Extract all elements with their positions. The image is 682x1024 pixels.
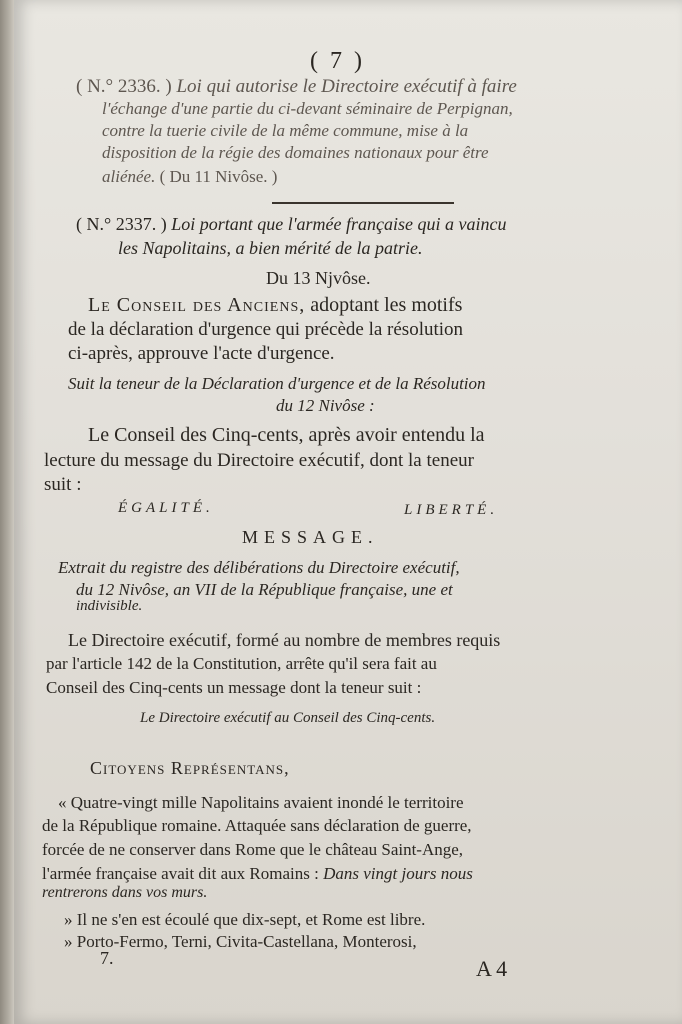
extrait-line-1: Extrait du registre des délibérations du Directoire exécutif, <box>58 558 460 577</box>
extrait-line-2: du 12 Nivôse, an VII de la République française, une et <box>76 580 453 599</box>
entry-2337-title-2: les Napolitains, a bien mérité de la patrie. <box>118 238 423 258</box>
message-heading: MESSAGE. <box>242 527 379 547</box>
directoire-line-2: par l'article 142 de la Constitution, arrête qu'il sera fait au <box>46 654 437 673</box>
entry-2337-title-1: Loi portant que l'armée française qui a vaincu <box>171 214 507 234</box>
entry-2336-line-2: l'échange d'une partie du ci-devant séminaire de Perpignan, <box>102 99 513 118</box>
body-line-5: rentrerons dans vos murs. <box>42 884 208 901</box>
cinq-cents-line-3: suit : <box>44 474 82 495</box>
body-line-4-roman: l'armée française avait dit aux Romains : <box>42 864 319 883</box>
entry-2337-number: ( N.° 2337. ) <box>76 214 167 234</box>
body-line-6: » Il ne s'en est écoulé que dix-sept, et Rome est libre. <box>64 910 426 929</box>
anciens-line-3: ci-après, approuve l'acte d'urgence. <box>68 343 335 364</box>
entry-2336-alienee: aliénée. <box>102 167 156 186</box>
body-line-7: » Porto-Fermo, Terni, Civita-Castellana, Monterosi, <box>64 932 417 951</box>
body-line-3: forcée de ne conserver dans Rome que le château Saint-Ange, <box>42 840 464 859</box>
motto-liberte: LIBERTÉ. <box>404 502 499 518</box>
document-page <box>14 0 682 1024</box>
entry-2337-line-1 <box>76 214 507 235</box>
directoire-line-3: Conseil des Cinq-cents un message dont la teneur suit : <box>46 678 422 697</box>
address-line: Le Directoire exécutif au Conseil des Cinq-cents. <box>140 710 436 726</box>
entry-2336-date: ( Du 11 Nivôse. ) <box>159 167 278 186</box>
anciens-lead: Le Conseil des Anciens, <box>88 294 306 316</box>
page-number: ( 7 ) <box>310 48 365 74</box>
cinq-cents-line-1: Le Conseil des Cinq-cents, après avoir entendu la <box>88 424 485 446</box>
entry-2336-line-1 <box>76 76 517 98</box>
anciens-line-1 <box>88 294 462 317</box>
sheet-signature: A 4 <box>476 956 508 981</box>
body-line-4-italic: Dans vingt jours nous <box>323 864 473 883</box>
entry-2336-line-5 <box>102 167 277 187</box>
entry-2336-line-3: contre la tuerie civile de la même commune, mise à la <box>102 121 469 140</box>
extrait-line-3: indivisible. <box>76 598 143 614</box>
entry-2336-title: Loi qui autorise le Directoire exécutif à faire <box>176 76 517 97</box>
entry-2336-line-4: disposition de la régie des domaines nationaux pour être <box>102 143 489 162</box>
body-line-4 <box>42 864 473 884</box>
anciens-line-2: de la déclaration d'urgence qui précède la résolution <box>68 319 464 340</box>
suit-line-1: Suit la teneur de la Déclaration d'urgence et de la Résolution <box>68 374 486 393</box>
entry-2336-number: ( N.° 2336. ) <box>76 76 172 97</box>
cinq-cents-line-2: lecture du message du Directoire exécutif, dont la teneur <box>44 450 474 471</box>
salutation: Citoyens Représentans, <box>90 758 290 778</box>
section-divider <box>272 202 454 204</box>
date-line: Du 13 Njvôse. <box>266 268 371 288</box>
anciens-rest: adoptant les motifs <box>310 294 463 316</box>
body-line-2: de la République romaine. Attaquée sans déclaration de guerre, <box>42 816 472 835</box>
signature-mark: 7. <box>100 948 114 968</box>
directoire-line-1: Le Directoire exécutif, formé au nombre de membres requis <box>68 630 501 650</box>
motto-egalite: ÉGALITÉ. <box>118 500 214 516</box>
body-line-1: « Quatre-vingt mille Napolitains avaient inondé le territoire <box>58 793 464 812</box>
suit-line-2: du 12 Nivôse : <box>276 396 375 415</box>
